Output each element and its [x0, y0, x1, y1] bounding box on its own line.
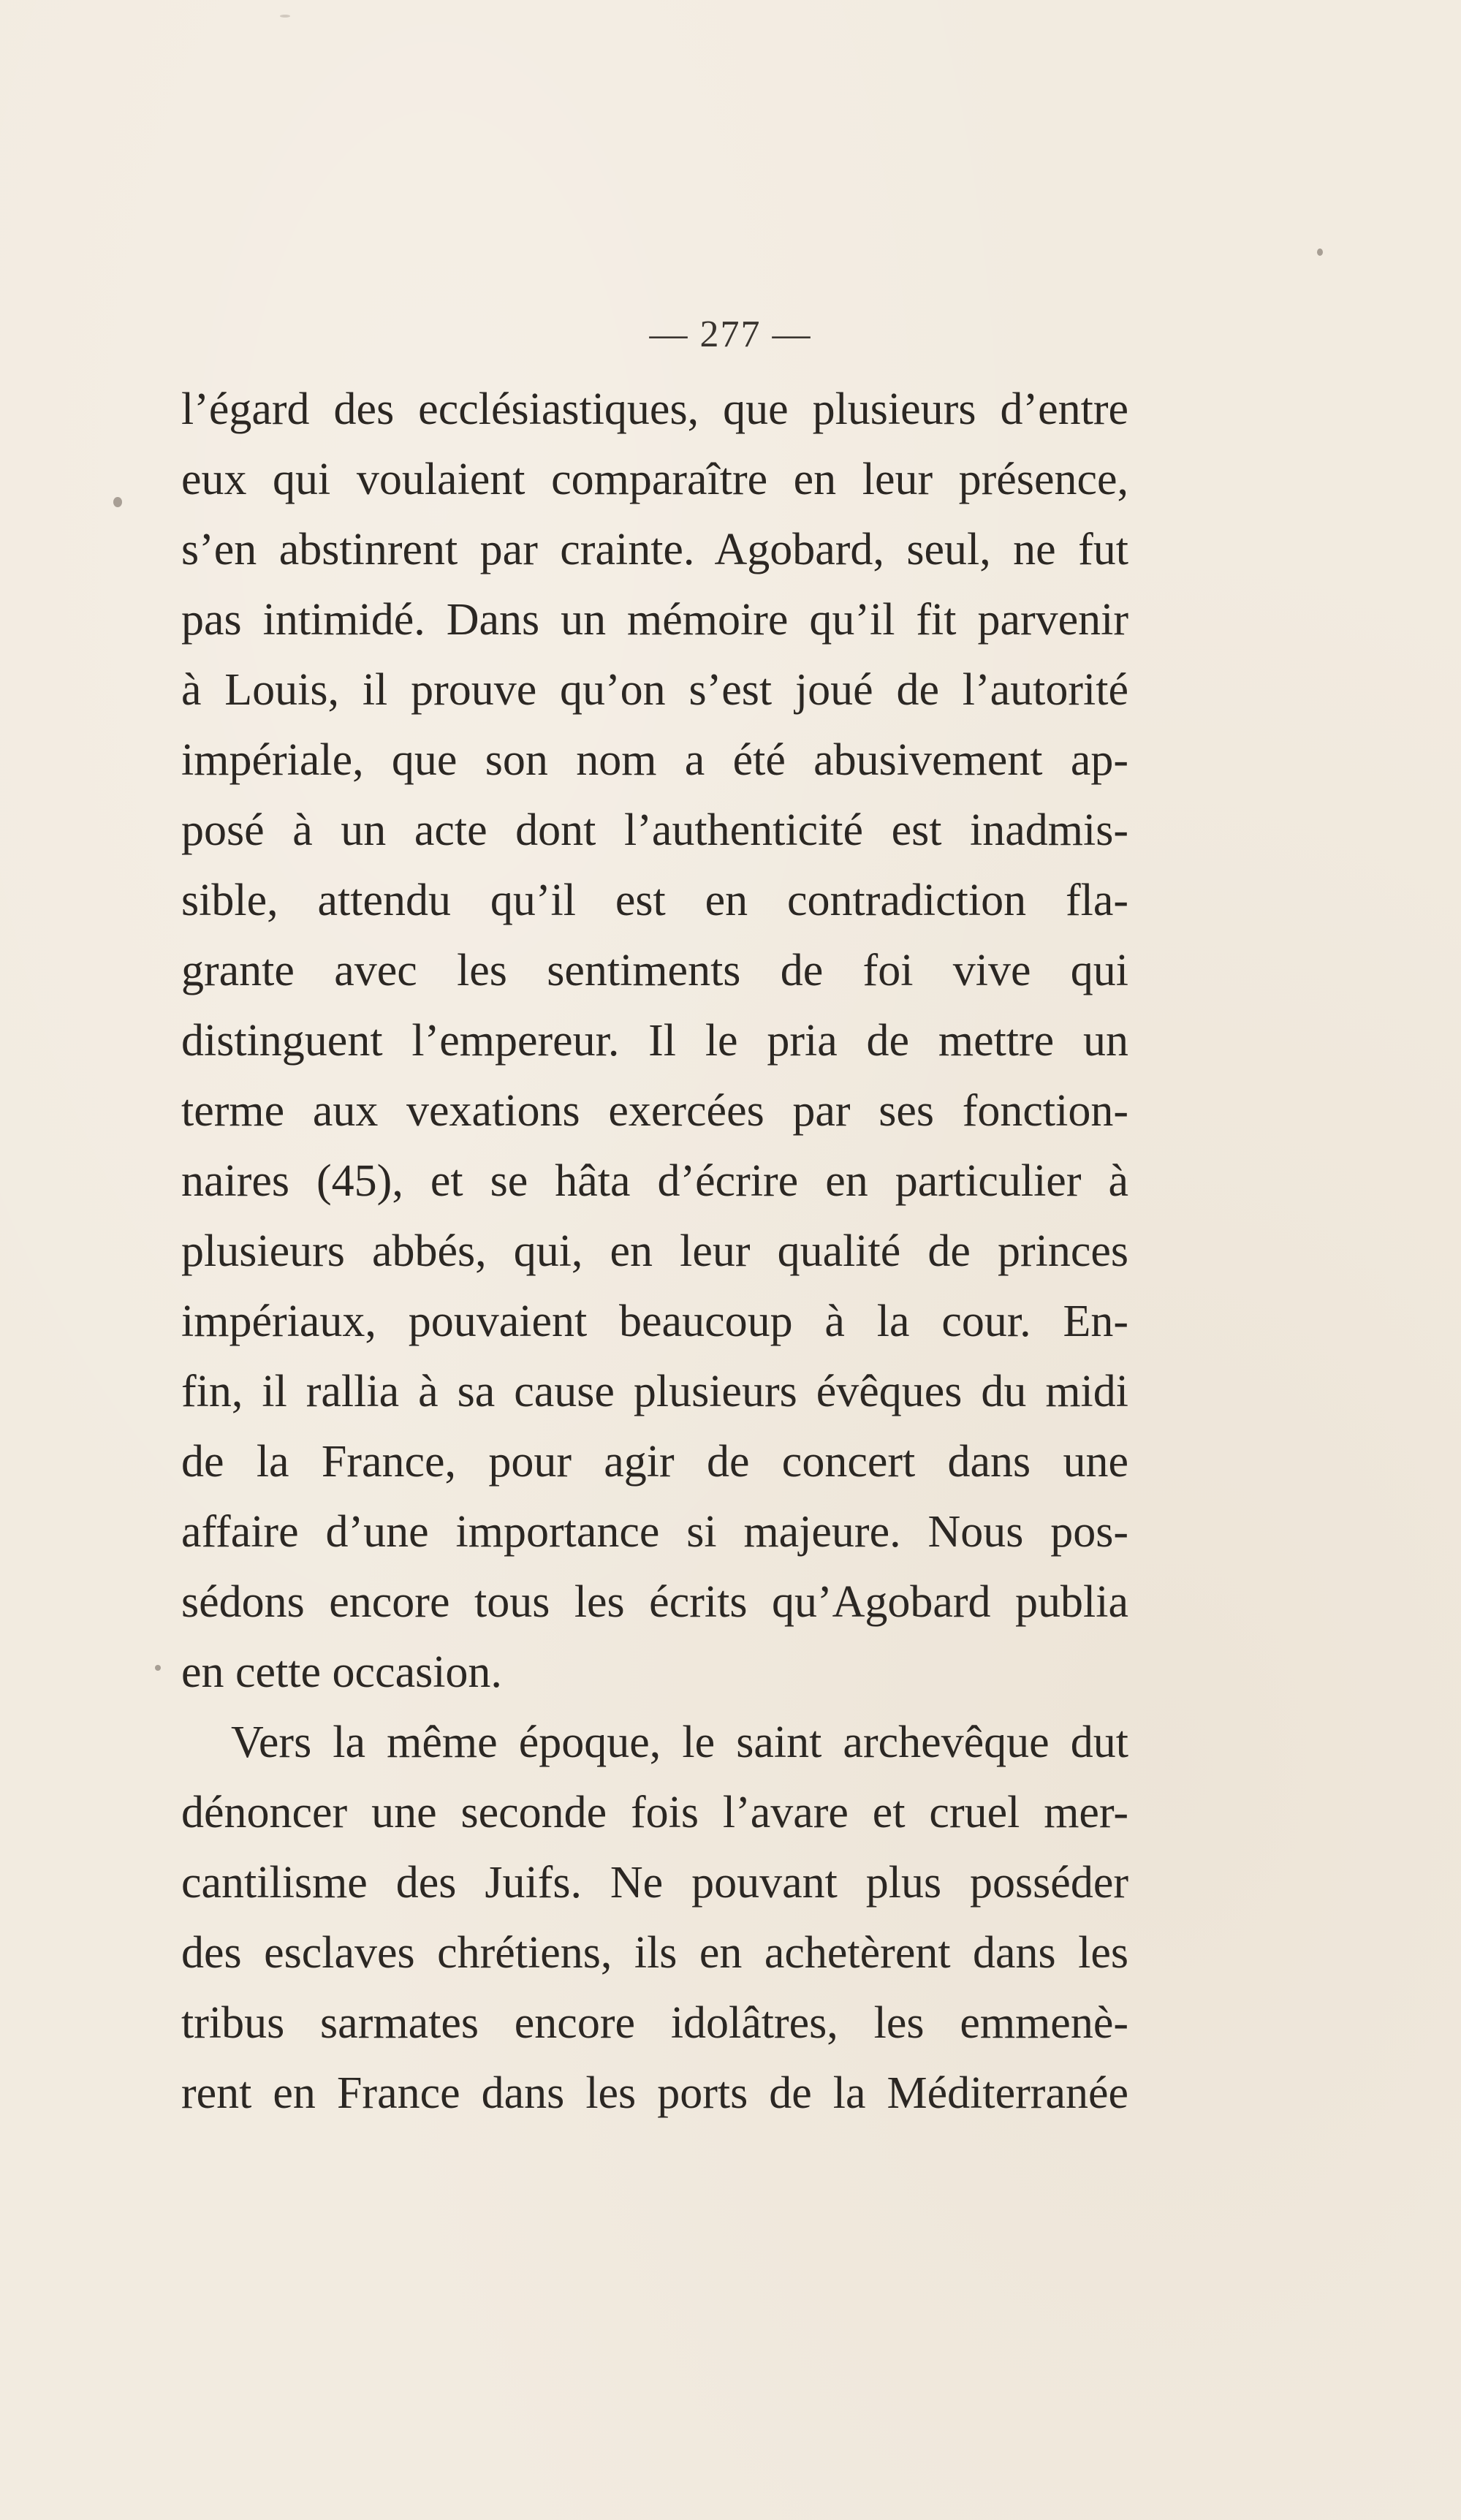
paragraph-1 — [181, 374, 1128, 1707]
text-line: l’égard des ecclésiastiques, que plusieurs d’entre — [181, 384, 1128, 434]
text-line: des esclaves chrétiens, ils en achetèrent dans les — [181, 1928, 1128, 1978]
text-line: sédons encore tous les écrits qu’Agobard publia — [181, 1577, 1128, 1627]
text-line: rent en France dans les ports de la Méditerranée — [181, 2068, 1128, 2118]
text-line: plusieurs abbés, qui, en leur qualité de princes — [181, 1226, 1128, 1276]
text-line: grante avec les sentiments de foi vive qui — [181, 946, 1128, 995]
text-line: sible, attendu qu’il est en contradiction fla- — [181, 876, 1128, 925]
text-line: pas intimidé. Dans un mémoire qu’il fit parvenir — [181, 595, 1128, 645]
text-line: posé à un acte dont l’authenticité est inadmis- — [181, 805, 1128, 855]
body-text — [181, 374, 1128, 2128]
text-line: en cette occasion. — [181, 1647, 502, 1697]
text-line: cantilisme des Juifs. Ne pouvant plus posséder — [181, 1858, 1128, 1908]
ink-speck — [1317, 248, 1323, 256]
text-line: fin, il rallia à sa cause plusieurs évêques du midi — [181, 1367, 1128, 1416]
text-line: Vers la même époque, le saint archevêque dut — [231, 1718, 1128, 1767]
ink-speck — [280, 15, 290, 18]
text-line: impériaux, pouvaient beaucoup à la cour. En- — [181, 1297, 1128, 1346]
ink-speck — [155, 1665, 161, 1671]
text-line: s’en abstinrent par crainte. Agobard, seul, ne fut — [181, 525, 1128, 574]
text-line: eux qui voulaient comparaître en leur présence, — [181, 455, 1128, 504]
page-number: — 277 — — [649, 314, 812, 355]
text-line: distinguent l’empereur. Il le pria de mettre un — [181, 1016, 1128, 1066]
text-line: dénoncer une seconde fois l’avare et cruel mer- — [181, 1788, 1128, 1837]
text-line: tribus sarmates encore idolâtres, les emmenè- — [181, 1998, 1128, 2048]
ink-speck — [113, 497, 122, 507]
text-line: terme aux vexations exercées par ses fonction- — [181, 1086, 1128, 1136]
text-line: affaire d’une importance si majeure. Nous pos- — [181, 1507, 1128, 1557]
paragraph-2 — [181, 1707, 1128, 2128]
text-line: impériale, que son nom a été abusivement ap- — [181, 735, 1128, 785]
text-line: de la France, pour agir de concert dans une — [181, 1437, 1128, 1487]
text-line: à Louis, il prouve qu’on s’est joué de l’autorité — [181, 665, 1128, 715]
text-line: naires (45), et se hâta d’écrire en particulier à — [181, 1156, 1128, 1206]
